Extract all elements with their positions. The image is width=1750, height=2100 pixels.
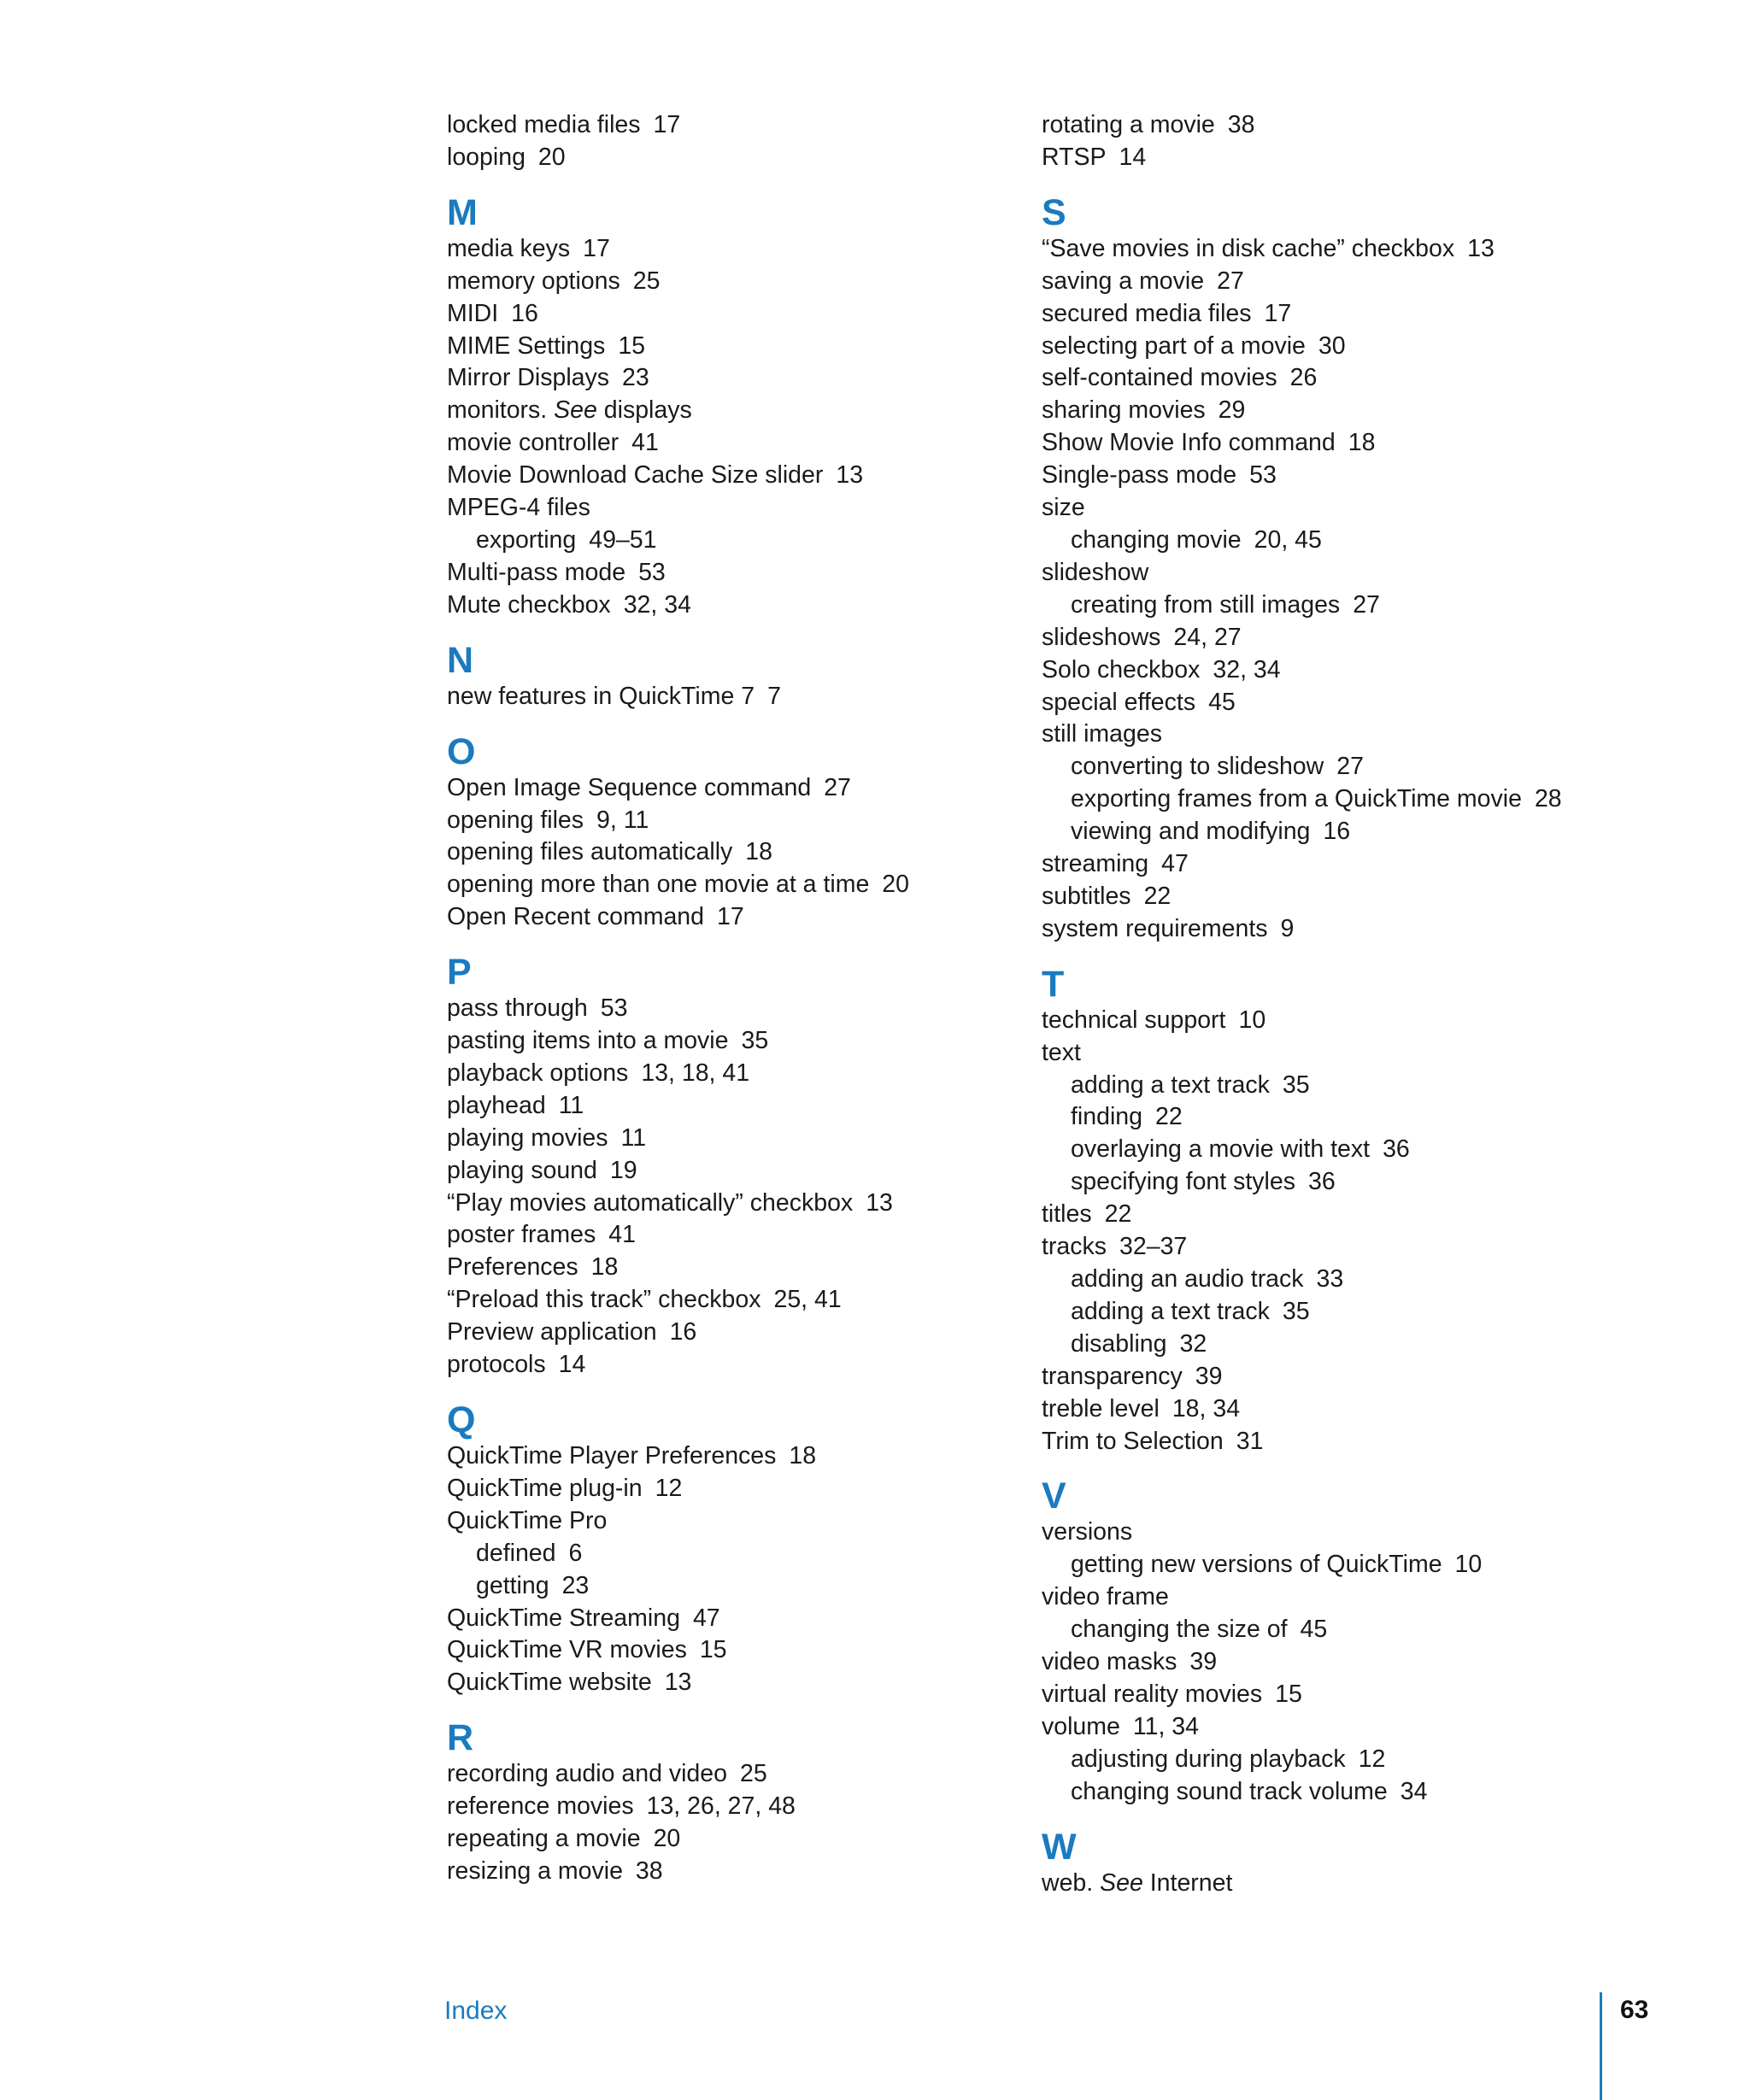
index-entry — [447, 109, 994, 142]
entry-term: QuickTime Player Preferences — [447, 1442, 777, 1469]
entry-pages: 13, 18, 41 — [641, 1059, 750, 1087]
entry-term: “Play movies automatically” checkbox — [447, 1188, 854, 1217]
entry-term: sharing movies — [1042, 396, 1206, 425]
entry-term: saving a movie — [1042, 267, 1205, 295]
index-entry — [447, 362, 994, 395]
index-subentry — [1042, 1614, 1657, 1646]
entry-term: changing the size of — [1071, 1616, 1288, 1644]
index-entry — [447, 1473, 994, 1505]
index-entry — [1042, 266, 1657, 298]
index-subentry — [1042, 816, 1657, 848]
see-reference: See — [1100, 1868, 1143, 1897]
index-entry — [447, 1634, 994, 1667]
entry-term: rotating a movie — [1042, 111, 1215, 138]
index-subentry — [1042, 1134, 1657, 1166]
entry-term: volume — [1042, 1712, 1120, 1740]
index-entry — [447, 266, 994, 298]
index-entry — [447, 460, 994, 492]
entry-pages: 27 — [1217, 267, 1244, 295]
entry-pages: 41 — [608, 1221, 636, 1249]
index-letter-heading: T — [1042, 963, 1065, 1005]
index-entry — [447, 1856, 994, 1888]
footer-divider — [1600, 1992, 1602, 2100]
footer-section-label: Index — [444, 1997, 508, 2025]
entry-pages: 27 — [824, 773, 851, 801]
entry-term: adjusting during playback — [1071, 1745, 1346, 1773]
entry-term: “Preload this track” checkbox — [447, 1286, 761, 1314]
index-entry — [447, 1219, 994, 1252]
entry-pages: 11 — [620, 1123, 647, 1152]
index-entry — [1042, 492, 1657, 525]
entry-term: Mirror Displays — [447, 364, 610, 392]
index-entry — [1042, 1679, 1657, 1711]
index-entry — [1042, 1037, 1657, 1070]
entry-pages: 13 — [1467, 234, 1495, 262]
entry-pages: 28 — [1534, 785, 1562, 813]
entry-term: RTSP — [1042, 143, 1107, 171]
entry-term: new features in QuickTime 7 — [447, 682, 755, 710]
index-entry — [1042, 557, 1657, 590]
index-entry — [447, 142, 994, 174]
entry-term: media keys — [447, 234, 571, 262]
entry-term: Solo checkbox — [1042, 655, 1201, 683]
entry-term: Trim to Selection — [1042, 1427, 1224, 1455]
entry-term: changing sound track volume — [1071, 1777, 1388, 1805]
entry-pages: 9, 11 — [596, 806, 649, 834]
index-subentry — [447, 1538, 994, 1570]
index-entry — [447, 557, 994, 590]
entry-term: MPEG-4 files — [447, 494, 590, 522]
entry-term: defined — [476, 1539, 556, 1567]
entry-pages: 15 — [1275, 1680, 1302, 1708]
entry-pages: 27 — [1353, 590, 1380, 619]
index-entry — [447, 1440, 994, 1473]
index-entry — [1042, 142, 1657, 174]
index-entry — [447, 1317, 994, 1349]
entry-term: adding a text track — [1071, 1297, 1270, 1325]
index-entry — [1042, 1393, 1657, 1426]
index-entry — [447, 993, 994, 1025]
index-entry — [447, 233, 994, 266]
entry-pages: 35 — [1282, 1071, 1310, 1099]
index-entry — [447, 1025, 994, 1058]
entry-pages: 29 — [1218, 396, 1246, 425]
index-entry — [447, 1090, 994, 1123]
index-entry — [1042, 362, 1657, 395]
entry-term: repeating a movie — [447, 1825, 641, 1853]
index-column-right — [1042, 109, 1657, 1900]
entry-term: Movie Download Cache Size slider — [447, 461, 824, 490]
index-entry — [1042, 1711, 1657, 1744]
index-subentry — [1042, 1744, 1657, 1776]
entry-pages: 12 — [1358, 1745, 1386, 1773]
index-letter-heading: R — [447, 1717, 474, 1759]
entry-term: getting — [476, 1571, 549, 1599]
index-subentry — [1042, 783, 1657, 816]
index-entry — [1042, 460, 1657, 492]
entry-pages: 10 — [1238, 1006, 1266, 1034]
entry-pages: 16 — [1323, 818, 1351, 846]
entry-term: opening more than one movie at a time — [447, 871, 870, 899]
entry-term: special effects — [1042, 688, 1196, 716]
index-entry — [1042, 1005, 1657, 1037]
index-entry — [1042, 654, 1657, 687]
entry-pages: 18 — [789, 1442, 817, 1469]
entry-pages: 7 — [767, 682, 781, 710]
entry-pages: 11, 34 — [1132, 1712, 1199, 1740]
entry-pages: 13 — [866, 1188, 893, 1217]
entry-pages: 36 — [1307, 1168, 1336, 1196]
index-subentry — [1042, 1166, 1657, 1199]
entry-term: monitors. — [447, 396, 548, 425]
entry-term: versions — [1042, 1518, 1133, 1546]
entry-pages: 17 — [583, 234, 610, 262]
entry-pages: 35 — [1282, 1297, 1310, 1325]
entry-pages: 22 — [1104, 1200, 1132, 1229]
entry-pages: 15 — [618, 331, 646, 360]
index-entry — [1042, 1868, 1657, 1900]
entry-term: slideshows — [1042, 623, 1161, 651]
entry-pages: 13 — [836, 461, 864, 490]
entry-term: virtual reality movies — [1042, 1680, 1263, 1708]
entry-term: MIME Settings — [447, 331, 606, 360]
entry-term: video frame — [1042, 1583, 1169, 1611]
entry-term: size — [1042, 494, 1085, 522]
index-subentry — [1042, 525, 1657, 557]
index-subentry — [1042, 1101, 1657, 1134]
index-entry — [447, 298, 994, 331]
index-entry — [447, 1823, 994, 1856]
entry-pages: 18 — [745, 838, 772, 866]
entry-term: protocols — [447, 1351, 546, 1379]
entry-term: streaming — [1042, 850, 1149, 878]
entry-pages: 25 — [632, 267, 661, 295]
entry-pages: 38 — [1227, 111, 1255, 138]
entry-pages: 45 — [1300, 1616, 1328, 1644]
entry-pages: 45 — [1208, 688, 1236, 716]
entry-term: transparency — [1042, 1362, 1183, 1390]
entry-pages: 33 — [1316, 1265, 1344, 1293]
entry-term: Preview application — [447, 1318, 657, 1346]
index-letter-heading: P — [447, 952, 472, 994]
entry-term: Preferences — [447, 1253, 578, 1282]
entry-pages: 18 — [590, 1253, 619, 1282]
entry-pages: 10 — [1454, 1551, 1483, 1579]
entry-term: viewing and modifying — [1071, 818, 1311, 846]
index-entry — [447, 1284, 994, 1317]
entry-term: overlaying a movie with text — [1071, 1135, 1371, 1164]
entry-term: tracks — [1042, 1233, 1107, 1261]
entry-term: Show Movie Info command — [1042, 429, 1336, 457]
index-entry — [447, 681, 994, 713]
entry-pages: 13 — [664, 1669, 692, 1697]
entry-pages: 53 — [638, 558, 666, 586]
entry-term: MIDI — [447, 299, 499, 327]
index-entry — [1042, 1581, 1657, 1614]
entry-term: specifying font styles — [1071, 1168, 1295, 1196]
entry-term: playing sound — [447, 1156, 597, 1184]
entry-pages: 31 — [1236, 1427, 1264, 1455]
entry-pages: 18 — [1348, 429, 1376, 457]
index-entry — [1042, 395, 1657, 427]
index-entry — [447, 805, 994, 837]
index-entry — [1042, 1199, 1657, 1231]
entry-term: creating from still images — [1071, 590, 1341, 619]
entry-pages: 41 — [631, 429, 659, 457]
index-entry — [447, 427, 994, 460]
index-entry — [447, 1155, 994, 1188]
entry-pages: 25, 41 — [773, 1286, 842, 1314]
see-reference: See — [554, 396, 597, 425]
index-entry — [447, 331, 994, 363]
index-subentry — [1042, 590, 1657, 622]
index-entry — [447, 1188, 994, 1220]
entry-pages: 35 — [741, 1027, 769, 1055]
index-entry — [447, 1603, 994, 1635]
entry-pages: 20 — [882, 871, 909, 899]
entry-term: video masks — [1042, 1648, 1177, 1676]
entry-term: pasting items into a movie — [447, 1027, 729, 1055]
entry-term: memory options — [447, 267, 620, 295]
entry-term: QuickTime plug-in — [447, 1474, 643, 1502]
index-entry — [447, 1349, 994, 1381]
entry-pages: 20 — [653, 1825, 681, 1853]
entry-pages: 9 — [1280, 914, 1295, 942]
entry-pages: 14 — [1119, 143, 1147, 171]
index-letter-heading: Q — [447, 1399, 476, 1440]
entry-term: “Save movies in disk cache” checkbox — [1042, 234, 1455, 262]
index-entry — [447, 901, 994, 934]
entry-term: QuickTime Streaming — [447, 1604, 680, 1632]
entry-term: QuickTime website — [447, 1669, 652, 1697]
index-entry — [1042, 1231, 1657, 1264]
index-entry — [447, 492, 994, 525]
index-entry — [1042, 1516, 1657, 1549]
entry-pages: 20, 45 — [1254, 525, 1322, 554]
entry-term: Mute checkbox — [447, 590, 611, 619]
index-letter-heading: N — [447, 639, 474, 681]
entry-pages: 15 — [699, 1636, 727, 1664]
entry-term: playhead — [447, 1091, 546, 1119]
index-entry — [447, 869, 994, 901]
entry-term: opening files automatically — [447, 838, 733, 866]
index-entry — [1042, 427, 1657, 460]
entry-pages: 24, 27 — [1173, 623, 1242, 651]
see-target: Internet — [1149, 1868, 1233, 1897]
index-entry — [1042, 331, 1657, 363]
index-letter-heading: V — [1042, 1475, 1066, 1517]
entry-pages: 32 — [1179, 1329, 1207, 1358]
entry-pages: 27 — [1336, 753, 1364, 781]
index-entry — [447, 1505, 994, 1538]
index-subentry — [1042, 1329, 1657, 1361]
entry-pages: 53 — [600, 994, 628, 1023]
index-letter-heading: W — [1042, 1826, 1077, 1868]
index-entry — [1042, 881, 1657, 913]
entry-pages: 30 — [1318, 331, 1346, 360]
entry-term: subtitles — [1042, 882, 1131, 910]
index-column-left — [447, 109, 994, 1888]
page-number: 63 — [1620, 1996, 1649, 2024]
entry-term: poster frames — [447, 1221, 596, 1249]
index-subentry — [447, 525, 994, 557]
entry-term: text — [1042, 1038, 1081, 1066]
entry-term: finding — [1071, 1103, 1142, 1131]
index-entry — [1042, 687, 1657, 719]
entry-pages: 39 — [1189, 1648, 1218, 1676]
see-target: displays — [603, 396, 692, 425]
entry-pages: 19 — [609, 1156, 637, 1184]
entry-term: system requirements — [1042, 914, 1268, 942]
entry-term: titles — [1042, 1200, 1092, 1229]
index-entry — [1042, 622, 1657, 654]
index-entry — [447, 590, 994, 622]
index-subentry — [1042, 1776, 1657, 1809]
entry-pages: 17 — [653, 111, 681, 138]
index-entry — [1042, 913, 1657, 946]
entry-term: playback options — [447, 1059, 629, 1087]
index-letter-heading: O — [447, 730, 476, 772]
entry-term: recording audio and video — [447, 1760, 727, 1788]
index-entry — [447, 772, 994, 805]
index-entry — [1042, 109, 1657, 142]
entry-pages: 38 — [635, 1857, 663, 1885]
entry-term: Multi-pass mode — [447, 558, 626, 586]
entry-term: opening files — [447, 806, 584, 834]
entry-term: Open Image Sequence command — [447, 773, 812, 801]
index-subentry — [1042, 1070, 1657, 1102]
index-entry — [447, 1758, 994, 1791]
entry-term: still images — [1042, 720, 1162, 748]
entry-term: QuickTime VR movies — [447, 1636, 687, 1664]
entry-pages: 13, 26, 27, 48 — [646, 1792, 796, 1821]
index-letter-heading: S — [1042, 191, 1066, 233]
index-entry — [447, 1058, 994, 1090]
index-entry — [447, 836, 994, 869]
entry-pages: 22 — [1154, 1103, 1183, 1131]
entry-term: looping — [447, 143, 526, 171]
entry-pages: 47 — [692, 1604, 720, 1632]
entry-pages: 32, 34 — [623, 590, 691, 619]
entry-pages: 23 — [622, 364, 649, 392]
index-entry — [447, 1252, 994, 1284]
index-entry — [447, 1123, 994, 1155]
entry-pages: 16 — [669, 1318, 697, 1346]
entry-term: adding a text track — [1071, 1071, 1270, 1099]
entry-term: getting new versions of QuickTime — [1071, 1551, 1442, 1579]
entry-term: disabling — [1071, 1329, 1167, 1358]
entry-term: locked media files — [447, 111, 641, 138]
entry-pages: 49–51 — [589, 525, 657, 554]
index-subentry — [1042, 1296, 1657, 1329]
index-subentry — [1042, 1264, 1657, 1296]
index-subentry — [1042, 751, 1657, 783]
entry-pages: 26 — [1289, 364, 1318, 392]
index-subentry — [1042, 1549, 1657, 1581]
entry-pages: 23 — [561, 1571, 590, 1599]
entry-term: secured media files — [1042, 299, 1252, 327]
index-entry — [1042, 1361, 1657, 1393]
index-entry — [447, 395, 994, 427]
entry-term: web. — [1042, 1868, 1094, 1897]
index-entry — [1042, 1646, 1657, 1679]
entry-term: pass through — [447, 994, 588, 1023]
entry-term: resizing a movie — [447, 1857, 623, 1885]
index-entry — [1042, 298, 1657, 331]
entry-pages: 25 — [740, 1760, 767, 1788]
entry-term: converting to slideshow — [1071, 753, 1324, 781]
entry-pages: 32–37 — [1119, 1233, 1188, 1261]
entry-pages: 17 — [1264, 299, 1292, 327]
entry-pages: 16 — [511, 299, 538, 327]
entry-pages: 12 — [655, 1474, 683, 1502]
entry-term: technical support — [1042, 1006, 1226, 1034]
entry-pages: 18, 34 — [1172, 1394, 1241, 1422]
index-entry — [1042, 233, 1657, 266]
entry-term: exporting — [476, 525, 577, 554]
entry-term: changing movie — [1071, 525, 1242, 554]
index-subentry — [447, 1570, 994, 1603]
entry-pages: 22 — [1143, 882, 1172, 910]
entry-pages: 14 — [558, 1351, 586, 1379]
entry-pages: 36 — [1383, 1135, 1410, 1164]
entry-term: selecting part of a movie — [1042, 331, 1306, 360]
entry-term: QuickTime Pro — [447, 1506, 608, 1534]
entry-pages: 32, 34 — [1213, 655, 1281, 683]
entry-pages: 17 — [717, 903, 744, 931]
entry-pages: 11 — [558, 1091, 584, 1119]
entry-pages: 47 — [1161, 850, 1189, 878]
entry-pages: 6 — [568, 1539, 583, 1567]
entry-term: exporting frames from a QuickTime movie — [1071, 785, 1522, 813]
entry-pages: 20 — [537, 143, 566, 171]
entry-pages: 34 — [1400, 1777, 1428, 1805]
entry-term: slideshow — [1042, 558, 1149, 586]
entry-term: treble level — [1042, 1394, 1160, 1422]
index-entry — [1042, 1426, 1657, 1458]
entry-term: Open Recent command — [447, 903, 704, 931]
index-entry — [1042, 719, 1657, 751]
entry-pages: 39 — [1195, 1362, 1223, 1390]
entry-term: Single-pass mode — [1042, 461, 1237, 490]
entry-pages: 53 — [1249, 461, 1277, 490]
entry-term: movie controller — [447, 429, 620, 457]
index-entry — [447, 1791, 994, 1823]
entry-term: reference movies — [447, 1792, 634, 1821]
index-entry — [1042, 848, 1657, 881]
index-entry — [447, 1667, 994, 1699]
index-letter-heading: M — [447, 191, 478, 233]
entry-term: self-contained movies — [1042, 364, 1277, 392]
entry-term: adding an audio track — [1071, 1265, 1304, 1293]
entry-term: playing movies — [447, 1123, 608, 1152]
